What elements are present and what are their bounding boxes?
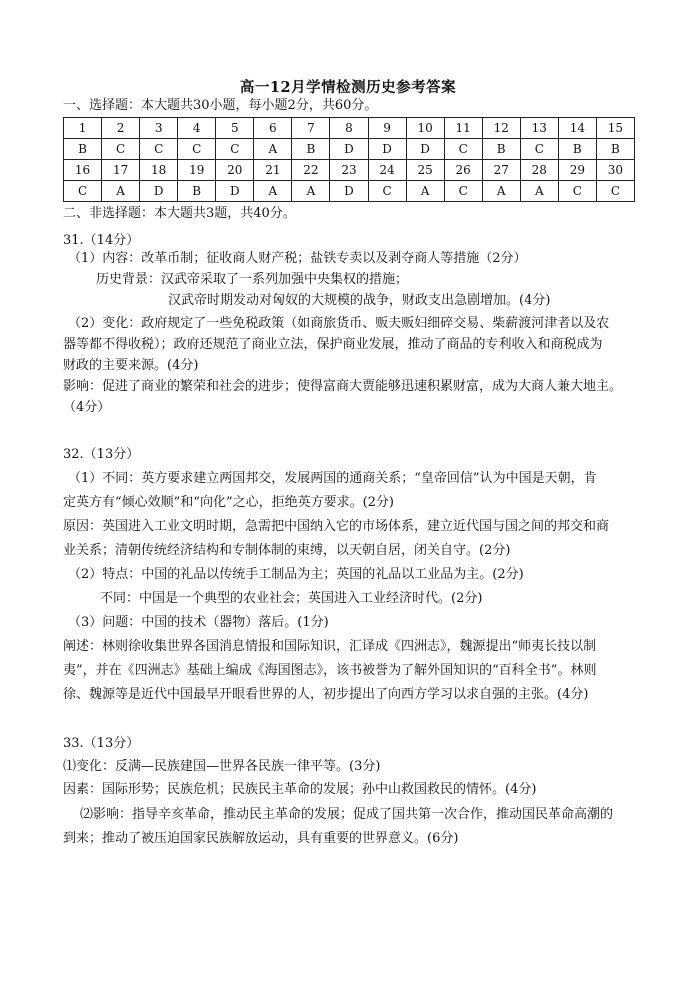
table-cell: A xyxy=(292,181,330,202)
table-cell: B xyxy=(292,139,330,160)
table-row xyxy=(64,118,635,139)
q32-line: 业关系；清朝传统经济结构和专制体制的束缚，以天朝自居，闭关自守。(2分) xyxy=(63,543,511,558)
table-cell: 22 xyxy=(292,160,330,181)
table-cell: 21 xyxy=(254,160,292,181)
table-cell: 9 xyxy=(368,118,406,139)
q33-line: 因素：国际形势；民族危机；民族民主革命的发展；孙中山救国救民的情怀。(4分) xyxy=(63,782,537,797)
table-cell: 4 xyxy=(178,118,216,139)
table-cell: 11 xyxy=(444,118,482,139)
table-cell: D xyxy=(406,139,444,160)
table-cell: 16 xyxy=(64,160,102,181)
table-cell: D xyxy=(330,139,368,160)
table-cell: 27 xyxy=(482,160,520,181)
table-cell: 3 xyxy=(140,118,178,139)
table-row xyxy=(64,139,635,160)
table-cell: C xyxy=(368,181,406,202)
q32-line: 定英方有“倾心效顺”和“向化”之心，拒绝英方要求。(2分) xyxy=(63,495,394,510)
table-cell: 28 xyxy=(520,160,558,181)
q31-line: 历史背景：汉武帝采取了一系列加强中央集权的措施； xyxy=(96,272,409,287)
table-cell: C xyxy=(444,181,482,202)
table-cell: A xyxy=(520,181,558,202)
q32-line: （3）问题：中国的技术（器物）落后。(1分) xyxy=(68,615,329,630)
table-cell: 5 xyxy=(216,118,254,139)
q33-line: ⑴变化：反满—民族建国—世界各民族一律平等。(3分) xyxy=(63,759,381,774)
q31-line: 影响：促进了商业的繁荣和社会的进步；使得富商大贾能够迅速积累财富，成为大商人兼大地主。 xyxy=(63,379,623,394)
table-cell: D xyxy=(216,181,254,202)
table-cell: A xyxy=(254,181,292,202)
table-cell: 8 xyxy=(330,118,368,139)
table-cell: 25 xyxy=(406,160,444,181)
q32-line: 夷”，并在《四洲志》基础上编成《海国图志》，该书被誉为了解外国知识的“百科全书”。林则 xyxy=(63,663,597,678)
table-cell: A xyxy=(406,181,444,202)
table-cell: D xyxy=(140,181,178,202)
table-cell: 15 xyxy=(596,118,634,139)
table-row xyxy=(64,160,635,181)
table-cell: A xyxy=(482,181,520,202)
table-cell: 24 xyxy=(368,160,406,181)
q31-line: 财政的主要来源。(4分) xyxy=(63,358,199,373)
table-cell: B xyxy=(178,181,216,202)
table-cell: C xyxy=(216,139,254,160)
q31-line: （1）内容：改革币制；征收商人财产税；盐铁专卖以及剥夺商人等措施（2分） xyxy=(68,251,527,266)
table-cell: 10 xyxy=(406,118,444,139)
q32-heading: 32.（13分） xyxy=(63,447,140,462)
q32-line: 阐述：林则徐收集世界各国消息情报和国际知识，汇译成《四洲志》，魏源提出“师夷长技以制 xyxy=(63,639,597,654)
table-row xyxy=(64,181,635,202)
table-cell: 29 xyxy=(558,160,596,181)
table-cell: 13 xyxy=(520,118,558,139)
table-cell: D xyxy=(330,181,368,202)
table-cell: 6 xyxy=(254,118,292,139)
table-cell: B xyxy=(558,139,596,160)
q32-line: 原因：英国进入工业文明时期，急需把中国纳入它的市场体系，建立近代国与国之间的邦交和商 xyxy=(63,519,610,534)
q32-line: 不同：中国是一个典型的农业社会；英国进入工业经济时代。(2分) xyxy=(100,591,483,606)
table-cell: B xyxy=(482,139,520,160)
table-cell: D xyxy=(368,139,406,160)
q31-line: （4分） xyxy=(63,400,111,415)
table-cell: C xyxy=(520,139,558,160)
q32-line: 徐、魏源等是近代中国最早开眼看世界的人，初步提出了向西方学习以求自强的主张。(4分) xyxy=(63,687,589,702)
section-1-heading: 一、选择题：本大题共30小题，每小题2分，共60分。 xyxy=(63,98,378,113)
q32-line: （2）特点：中国的礼品以传统手工制品为主；英国的礼品以工业品为主。(2分) xyxy=(68,567,524,582)
table-cell: A xyxy=(102,181,140,202)
table-cell: 30 xyxy=(596,160,634,181)
table-cell: C xyxy=(596,181,634,202)
table-cell: 17 xyxy=(102,160,140,181)
table-cell: C xyxy=(178,139,216,160)
q31-line: （2）变化：政府规定了一些免税政策（如商旅货币、贩夫贩妇细碎交易、柴薪渡河津者以及农 xyxy=(68,316,610,331)
q31-line: 器等都不得收税）；政府还规范了商业立法，保护商业发展，推动了商品的专利收入和商税成为 xyxy=(63,337,603,352)
q32-line: （1）不同：英方要求建立两国邦交，发展两国的通商关系；“皇帝回信”认为中国是天朝，肯 xyxy=(68,471,597,486)
table-cell: 23 xyxy=(330,160,368,181)
q31-heading: 31.（14分） xyxy=(63,233,140,248)
table-cell: C xyxy=(558,181,596,202)
table-cell: C xyxy=(444,139,482,160)
table-cell: B xyxy=(596,139,634,160)
table-cell: 2 xyxy=(102,118,140,139)
q31-line: 汉武帝时期发动对匈奴的大规模的战争，财政支出急剧增加。(4分) xyxy=(168,293,551,308)
q33-line: 到来；推动了被压迫国家民族解放运动，具有重要的世界意义。(6分) xyxy=(63,831,459,846)
table-cell: 18 xyxy=(140,160,178,181)
section-2-heading: 二、非选择题：本大题共3题，共40分。 xyxy=(63,206,296,221)
table-cell: 20 xyxy=(216,160,254,181)
table-cell: C xyxy=(140,139,178,160)
table-cell: 7 xyxy=(292,118,330,139)
table-cell: B xyxy=(64,139,102,160)
table-cell: 19 xyxy=(178,160,216,181)
page-title: 高一12月学情检测历史参考答案 xyxy=(239,79,457,96)
table-cell: 12 xyxy=(482,118,520,139)
q33-heading: 33.（13分） xyxy=(63,736,140,751)
table-cell: C xyxy=(102,139,140,160)
answer-table xyxy=(63,117,635,202)
table-cell: 1 xyxy=(64,118,102,139)
table-cell: C xyxy=(64,181,102,202)
table-cell: 14 xyxy=(558,118,596,139)
table-cell: 26 xyxy=(444,160,482,181)
table-cell: A xyxy=(254,139,292,160)
q33-line: ⑵影响：指导辛亥革命，推动民主革命的发展；促成了国共第一次合作，推动国民革命高潮的 xyxy=(80,807,614,822)
